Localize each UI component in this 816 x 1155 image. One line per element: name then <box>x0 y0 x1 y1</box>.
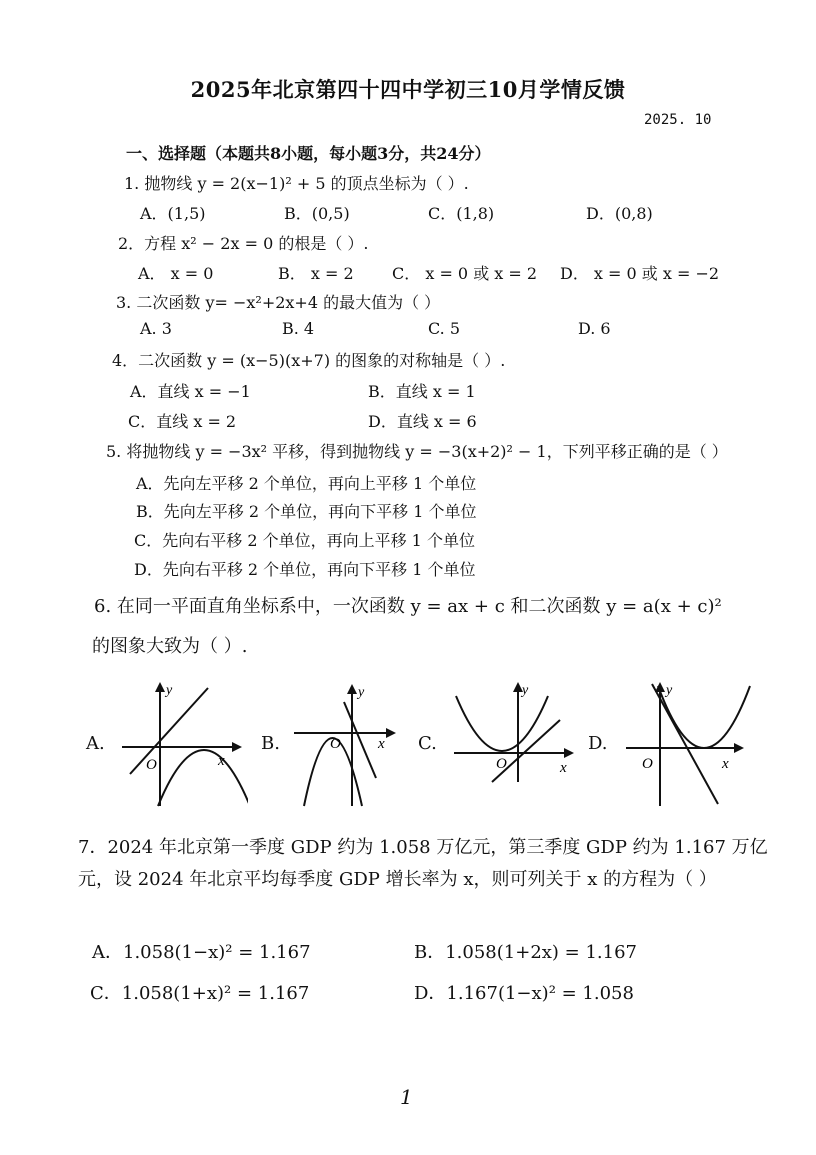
question-5-option-a: A．先向左平移 2 个单位，再向上平移 1 个单位 <box>136 474 477 493</box>
question-7-option-c: C．1.058(1+x)² = 1.167 <box>90 983 310 1004</box>
figure-c-x-axis-label: x <box>560 760 567 776</box>
figure-a-label: A. <box>86 733 105 754</box>
question-1-option-b: B．(0,5) <box>284 204 350 223</box>
figure-c-label: C. <box>418 733 437 754</box>
figure-a-origin-label: O <box>146 757 157 773</box>
figure-b-label: B. <box>261 733 280 754</box>
question-3-option-d: D. 6 <box>578 319 611 338</box>
figure-d-y-axis-label: y <box>666 683 673 698</box>
figure-c-origin-label: O <box>496 756 507 772</box>
question-1-option-d: D．(0,8) <box>586 204 653 223</box>
question-2-option-c: C． x = 0 或 x = 2 <box>392 264 538 283</box>
figure-a-y-axis-label: y <box>166 683 173 698</box>
question-3-stem: 3. 二次函数 y= −x²+2x+4 的最大值为（ ） <box>116 293 441 312</box>
question-4-option-b: B．直线 x = 1 <box>368 382 476 401</box>
question-4-stem: 4．二次函数 y = (x−5)(x+7) 的图象的对称轴是（ ）. <box>112 351 506 370</box>
question-7-option-b: B．1.058(1+2x) = 1.167 <box>414 942 637 963</box>
exam-date: 2025. 10 <box>644 112 712 128</box>
question-3-option-c: C. 5 <box>428 319 461 338</box>
figure-a-graph <box>118 676 248 810</box>
page-title: 2025年北京第四十四中学初三10月学情反馈 <box>190 77 626 102</box>
question-5-option-d: D．先向右平移 2 个单位，再向下平移 1 个单位 <box>134 560 476 579</box>
figure-b-origin-label: O <box>330 736 341 752</box>
question-7-option-a: A．1.058(1−x)² = 1.167 <box>92 942 311 963</box>
figure-b-x-axis-label: x <box>378 736 385 752</box>
question-5-stem: 5. 将抛物线 y = −3x² 平移，得到抛物线 y = −3(x+2)² − 1，下列平移正确的是（ ） <box>106 442 728 461</box>
question-2-option-a: A． x = 0 <box>138 264 214 283</box>
question-4-option-a: A．直线 x = −1 <box>130 382 251 401</box>
question-7-stem: 7．2024 年北京第一季度 GDP 约为 1.058 万亿元，第三季度 GDP 约为 1.167 万亿元，设 2024 年北京平均每季度 GDP 增长率为 x，则可列关于 x 的方程为（ ） <box>78 837 768 890</box>
question-5-option-c: C．先向右平移 2 个单位，再向上平移 1 个单位 <box>134 531 475 550</box>
figure-c-y-axis-label: y <box>522 683 529 698</box>
question-4-option-c: C．直线 x = 2 <box>128 412 237 431</box>
question-6-line-1: 6. 在同一平面直角坐标系中，一次函数 y = ax + c 和二次函数 y = a(x + c)² <box>94 596 722 617</box>
figure-b-y-axis-label: y <box>358 685 365 700</box>
question-2-stem: 2．方程 x² − 2x = 0 的根是（ ）. <box>118 234 369 253</box>
figure-d-x-axis-label: x <box>722 756 729 772</box>
question-1-option-c: C．(1,8) <box>428 204 495 223</box>
question-1-stem: 1. 抛物线 y = 2(x−1)² + 5 的顶点坐标为（ ）. <box>124 174 469 193</box>
question-2-option-d: D． x = 0 或 x = −2 <box>560 264 720 283</box>
page-number: 1 <box>400 1085 413 1109</box>
figure-d-label: D. <box>588 733 608 754</box>
question-7-option-d: D．1.167(1−x)² = 1.058 <box>414 983 634 1004</box>
question-5-option-b: B．先向左平移 2 个单位，再向下平移 1 个单位 <box>136 502 477 521</box>
figure-b-graph <box>290 678 400 808</box>
question-3-option-a: A. 3 <box>140 319 172 338</box>
question-2-option-b: B． x = 2 <box>278 264 354 283</box>
question-4-option-d: D．直线 x = 6 <box>368 412 477 431</box>
figure-d-graph <box>622 676 752 808</box>
question-1-option-a: A．(1,5) <box>140 204 206 223</box>
figure-c-graph <box>448 676 578 786</box>
question-6-line-2: 的图象大致为（ ）. <box>92 636 248 657</box>
question-3-option-b: B. 4 <box>282 319 315 338</box>
section-heading: 一、选择题（本题共8小题，每小题3分，共24分） <box>126 144 491 163</box>
figure-d-origin-label: O <box>642 756 653 772</box>
figure-a-x-axis-label: x <box>218 753 225 769</box>
